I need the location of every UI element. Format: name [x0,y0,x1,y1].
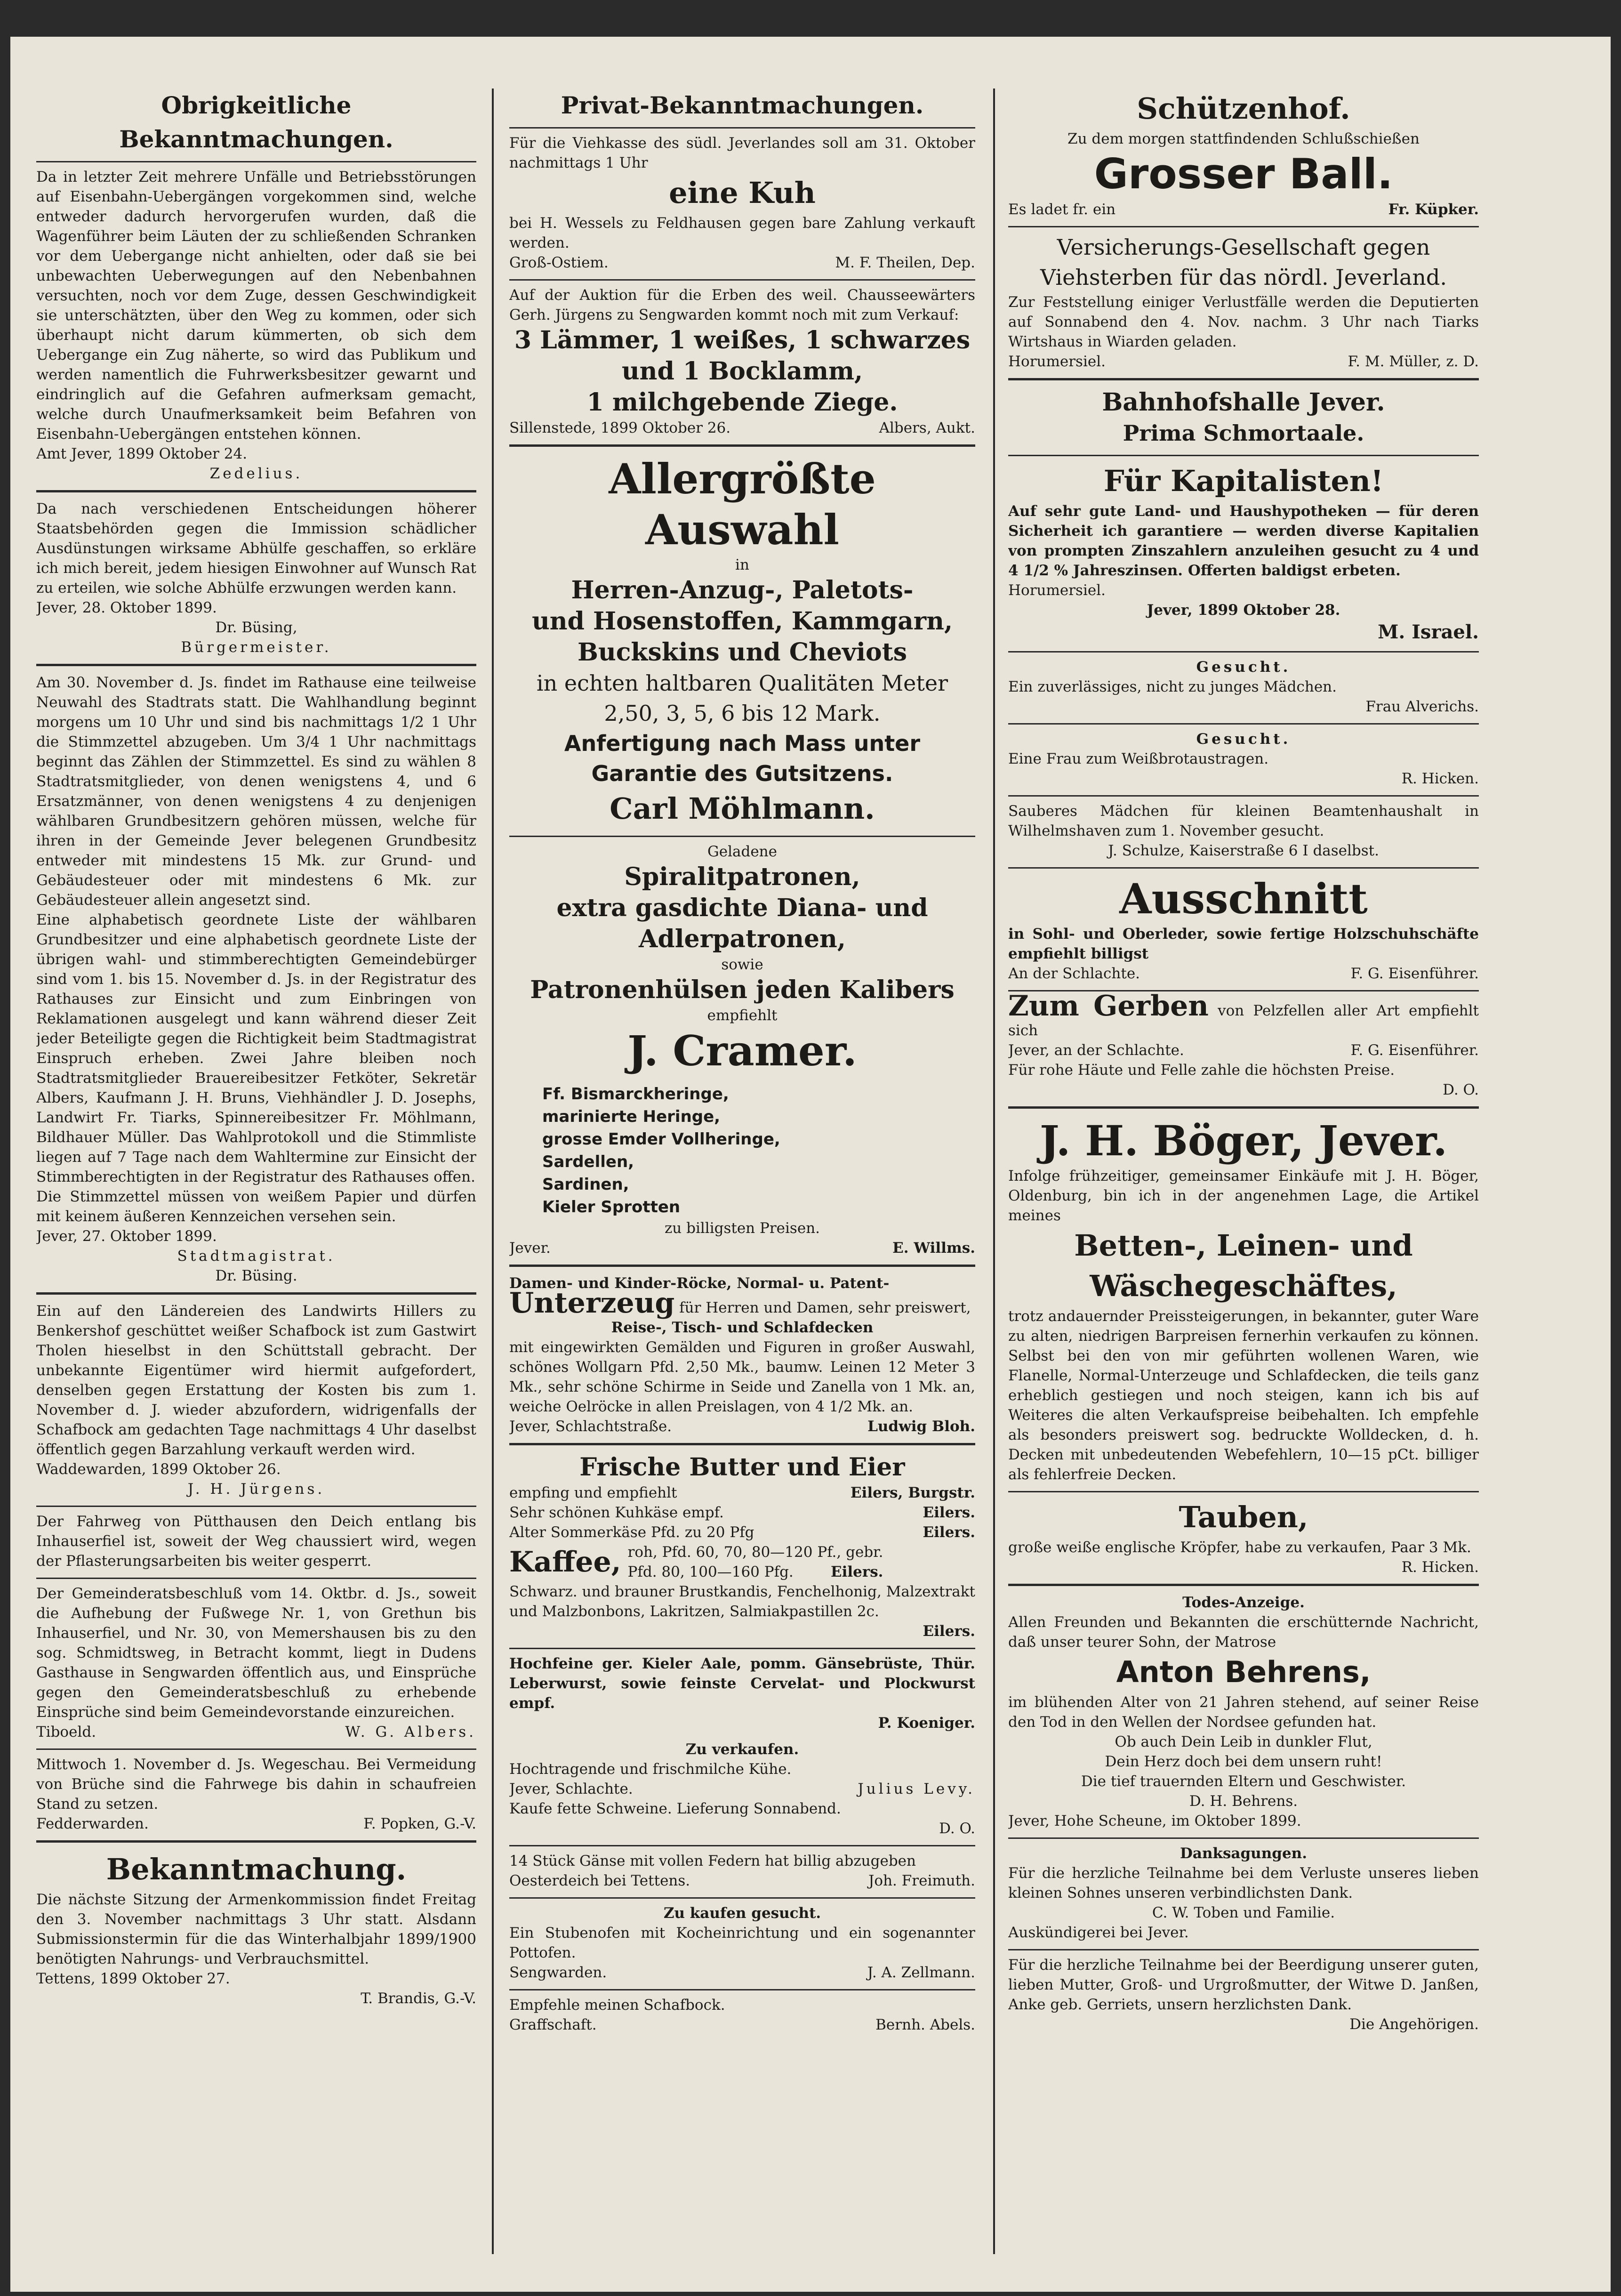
ad-text: Ein zuverlässiges, nicht zu junges Mädchen. [1008,678,1337,695]
ad-koeniger-delicatessen [509,1654,975,1733]
notice-footer [36,1814,476,1834]
ad-signature: Eilers. [923,1623,975,1640]
ad-subline: Reise-, Tisch- und Schlafdecken [611,1319,874,1336]
ad-firm: Carl Möhlmann. [610,791,875,826]
divider [509,1648,975,1649]
notice-signature-title: Bürgermeister. [181,639,332,656]
ad-heading: Bahnhofshalle Jever. [1102,388,1385,417]
ad-text: Für rohe Häute und Felle zahle die höchsten Preise. [1008,1062,1395,1079]
ad-text: Damen- und Kinder-Röcke, Normal- u. Patent- [509,1275,890,1292]
ad-auction-animals [509,285,975,438]
ad-cramer-cartridges [509,842,975,1076]
ad-signature: J. Schulze, Kaiserstraße 6 I daselbst. [1108,842,1379,859]
ad-price: roh, Pfd. 60, 70, 80—120 Pf., gebr. [627,1544,883,1561]
ad-place: Jever. [509,1240,551,1257]
ad-signature: D. O. [1443,1081,1479,1098]
ad-text: große weiße englische Kröpfer, habe zu verkaufen, Paar 3 Mk. [1008,1539,1471,1556]
notice-text: Ein auf den Ländereien des Landwirts Hillers zu Benkershof geschüttet weißer Schafbock ist zum Gastwirt Tholen hieselbst in den Schüttstall gebracht. Der unbekannte Eigentümer wird hiermit aufgefordert, denselben gegen Erstattung der Kosten bis zum 1. November d. J. wieder abzufordern, widrigenfalls der Schafbock am gedachten Tage nachmittags 4 Uhr daselbst öffentlich gegen Barzahlung verkauft werden wird. [36,1303,476,1458]
ad-subline: und Hosenstoffen, Kammgarn, [531,607,953,636]
notice-signature: J. H. Jürgens. [187,1481,325,1498]
notice-text: Der Gemeinderatsbeschluß vom 14. Oktbr. d. Js., soweit die Aufhebung der Fußwege Nr. 1, von Grethun bis Inhauserfiel, und Nr. 30, von Memershausen bis zu den sog. Schmidtsweg, in Betracht kommt, liegt in Dudens Gasthause in Sengwarden öffentlich aus, und Einsprüche gegen den Gemeinderatsbeschluß zu erhebende Einsprüche sind beim Gemeindevorstande einzureichen. [36,1585,476,1721]
ad-place: Groß-Ostiem. [509,254,609,271]
ad-signature: Albers, Aukt. [879,419,975,436]
ad-heading: Zu verkaufen. [685,1741,799,1758]
ad-place: Sengwarden. [509,1964,607,1981]
divider [509,1989,975,1990]
verse-line: Dein Herz doch bei dem unsern ruht! [1105,1753,1382,1770]
ad-signature: Eilers, Burgstr. [850,1484,975,1501]
ad-ram [509,1995,975,2035]
ad-signature: J. A. Zellmann. [867,1964,975,1981]
ad-signature: C. W. Toben und Familie. [1152,1904,1335,1921]
ad-heading: Todes-Anzeige. [1182,1594,1305,1611]
verse-line: Ob auch Dein Leib in dunkler Flut, [1115,1733,1372,1750]
divider [36,1506,476,1507]
notice-text: Der Fahrweg von Pütthausen den Deich entlang bis Inhauserfiel ist, soweit der Weg chaussiert wird, wegen der Pflasterungsarbeiten bis weiter gesperrt. [36,1513,476,1570]
official-notices-heading: Obrigkeitliche Bekanntmachungen. [119,91,393,153]
ad-text: Sehr schönen Kuhkäse empf. [509,1504,724,1521]
ad-text: Eine Frau zum Weißbrotaustragen. [1008,750,1269,767]
notice-place: Tiboeld. [36,1724,96,1740]
ad-headline: Frische Butter und Eier [579,1453,905,1482]
ad-signature: M. F. Theilen, Dep. [835,254,975,271]
notice-text: Am 30. November d. Js. findet im Rathause eine teilweise Neuwahl des Stadtrats statt. Die Wahlhandlung beginnt morgens um 10 Uhr und sind bis nachmittags 1/2 1 Uhr die Stimmzettel abzugeben. Um 3/4 1 Uhr nachmittags beginnt das Zählen der Stimmzettel. Es sind zu wählen 8 Stadtratsmitglieder, von denen wenigstens 4, und 6 Ersatzmänner, von denen wenigstens 4 zu denjenigen wählbaren Grundbesitzern gehören müssen, welche für ihren in der Gemeinde Jever belegenen Grundbesitz entweder mit mindestens 15 Mk. zur Grund- und Gebäudesteuer oder mit mindestens 6 Mk. zur Gebäudesteuer allein angesetzt sind. [36,674,476,909]
notice-heading: Bekanntmachung. [106,1852,407,1886]
ad-place: Graffschaft. [509,2016,597,2033]
divider [1008,226,1479,227]
ad-place: Auskündigerei bei Jever. [1008,1924,1189,1941]
ad-moehlmann-fabrics [509,453,975,829]
ad-signature: R. Hicken. [1401,1559,1479,1576]
ad-text: mit eingewirkten Gemälden und Figuren in großer Auswahl, schönes Wollgarn Pfd. 2,50 Mk., baumw. Leinen 12 Meter 3 Mk., sehr schöne Schirme in Seide und Zanella von 1 Mk. an, weiche Oelröcke in allen Preislagen, von 4 1/2 Mk. an. [509,1339,975,1415]
ad-text: empfing und empfiehlt [509,1484,677,1501]
ad-text: Für die herzliche Teilnahme bei der Beerdigung unserer guten, lieben Mutter, Groß- und Urgroßmutter, der Witwe D. Janßen, Anke geb. Gerriets, unsern herzlichsten Dank. [1008,1957,1479,2013]
ad-headline: Ausschnitt [1119,874,1368,923]
ad-text: bei H. Wessels zu Feldhausen gegen bare Zahlung verkauft werden. [509,215,975,251]
list-item: grosse Emder Vollheringe, [542,1130,780,1149]
ad-signature: P. Koeniger. [878,1715,975,1732]
ad-coffee-row [509,1542,975,1582]
ad-text: Zur Feststellung einiger Verlustfälle werden die Deputierten auf Sonnabend den 4. Nov. nachm. 3 Uhr nach Tiarks Wirtshaus in Wiarden geladen. [1008,294,1479,350]
ad-text: zu billigsten Preisen. [664,1220,820,1237]
ad-text: 14 Stück Gänse mit vollen Federn hat billig abzugeben [509,1853,916,1869]
divider [509,127,975,129]
ad-signature: Eilers. [830,1563,883,1580]
divider [509,444,975,447]
notice-text: Da nach verschiedenen Entscheidungen höherer Staatsbehörden gegen die Immission schädlicher Ausdünstungen wirksame Abhülfe geschaffen, so erkläre ich mich bereit, jedem hiesigen Einwohner auf Wunsch Rat zu erteilen, wie solche Abhülfe erzwungen werden kann. [36,500,476,596]
ad-date: Jever, 1899 Oktober 28. [1147,602,1340,619]
divider [1008,795,1479,797]
private-notices-heading: Privat-Bekanntmachungen. [561,91,924,119]
column-divider [492,89,494,2254]
ad-headline: Kaffee, [509,1546,621,1579]
ad-heading: Versicherungs-Gesellschaft gegen Viehsterben für das nördl. Jeverland. [1040,234,1447,290]
notice-signature: Zedelius. [209,465,303,482]
notice-signature: W. G. Albers. [345,1724,476,1740]
ad-text: Geladene [707,843,777,860]
notice-place: Fedderwarden. [36,1815,149,1832]
ad-stove-wanted [509,1903,975,1982]
divider [36,1840,476,1843]
list-item: marinierte Heringe, [542,1107,721,1126]
ad-headline: Unterzeug [509,1287,675,1320]
divider [36,490,476,492]
ad-text: empfiehlt [707,1007,778,1024]
ad-text: Ein Stubenofen mit Kocheinrichtung und ein sogenannter Pottofen. [509,1925,975,1961]
ad-place: Horumersiel. [1008,353,1106,370]
ad-thanks [1008,1844,1479,1942]
ad-signature: F. G. Eisenführer. [1350,965,1479,982]
ad-text: von Pelzfellen aller Art empfiehlt sich [1008,1002,1479,1039]
ad-place: Oesterdeich bei Tettens. [509,1872,690,1889]
ad-place: Horumersiel. [1008,582,1106,599]
ad-bahnhofshalle [1008,387,1479,448]
notice-city-council-election [36,673,476,1286]
ad-signature: M. Israel. [1378,621,1479,643]
notice-immission [36,499,476,657]
ad-signature: F. M. Müller, z. D. [1348,353,1479,370]
ad-signature: Ludwig Bloh. [867,1418,975,1435]
ad-heading: Schützenhof. [1137,91,1350,126]
notice-stray-sheep [36,1301,476,1499]
ad-place: Jever, Hohe Scheune, im Oktober 1899. [1008,1813,1301,1829]
divider [36,1292,476,1295]
notice-footpaths [36,1584,476,1742]
list-item: Sardellen, [542,1152,634,1171]
notice-footer [36,1722,476,1742]
ad-willms-fish [509,1083,975,1258]
divider [509,1897,975,1899]
divider [1008,1491,1479,1492]
divider [509,1443,975,1445]
notice-text: Die nächste Sitzung der Armenkommission findet Freitag den 3. November nachmittags 3 Uhr statt. Alsdann Submissionstermin für die das Winterhalbjahr 1899/1900 benötigten Nahrungs- und Verbrauchsmittel. [36,1891,476,1967]
divider [1008,723,1479,725]
ad-place: An der Schlachte. [1008,965,1140,982]
list-item: Sardinen, [542,1175,629,1194]
ad-text: für Herren und Damen, sehr preiswert, [679,1299,971,1316]
notice-signature: T. Brandis, G.-V. [361,1990,476,2007]
ad-subline: Herren-Anzug-, Paletots- [571,576,914,604]
ad-headline: 1 milchgebende Ziege. [586,388,898,417]
ad-headline: und 1 Bocklamm, [621,357,863,386]
divider [36,1748,476,1750]
ad-text: Es ladet fr. ein [1008,201,1116,218]
ad-tanning [1008,990,1479,1100]
notice-text: Mittwoch 1. November d. Js. Wegeschau. Bei Vermeidung von Brüche sind die Fahrwege bis dahin in schaufreien Stand zu setzen. [36,1756,476,1813]
ad-text: trotz andauernder Preissteigerungen, in bekannter, guter Ware zu alten, niedrigen Barpreisen fernerhin verkaufen zu können. Selbst bei den von mir geführten wollenen Waren, wie Flanelle, Normal-Unterzeuge und Schlafdecken, die teils ganz erheblich gestiegen und noch steigen, kann ich bis auf Weiteres die alten Verkaufspreise beibehalten. Ich empfehle als besonders preiswert sog. bedruckte Wolldecken, d. h. Decken mit unbedeutenden Webefehlern, 10—15 pCt. billiger als fehlerfreie Decken. [1008,1308,1479,1483]
ad-signature: R. Hicken. [1401,770,1479,787]
ad-leather [1008,873,1479,983]
ad-text: Empfehle meinen Schafbock. [509,1997,725,2014]
ad-heading: Danksagungen. [1180,1845,1307,1862]
ad-price: 2,50, 3, 5, 6 bis 12 Mark. [604,701,881,726]
ad-signature: Joh. Freimuth. [868,1872,975,1889]
ad-bloh-clothing [509,1273,975,1436]
ad-eilers-groceries [509,1452,975,1641]
ad-text: Die tief trauernden Eltern und Geschwister. [1081,1773,1406,1790]
notice-place-date: Waddewarden, 1899 Oktober 26. [36,1461,281,1478]
divider [36,161,476,162]
ad-signature: E. Willms. [892,1240,975,1257]
ad-headline: 3 Lämmer, 1 weißes, 1 schwarzes [514,326,971,354]
ad-signature: Frau Alverichs. [1365,698,1479,715]
ad-geese [509,1851,975,1891]
divider [36,1578,476,1579]
notice-text: Die Stimmzettel müssen von weißem Papier und dürfen mit keinem äußeren Kennzeichen versehen sein. [36,1188,476,1225]
ad-text: Schwarz. und brauner Brustkandis, Fenchelhonig, Malzextrakt und Malzbonbons, Lakritzen, Salmiakpastillen 2c. [509,1583,975,1620]
ad-subline: Betten-, Leinen- und Wäschegeschäftes, [1074,1228,1413,1303]
ad-footer [509,1238,975,1258]
ad-text: im blühenden Alter von 21 Jahren stehend, auf seiner Reise den Tod in den Wellen der Nordsee gefunden hat. [1008,1694,1479,1731]
ad-signature: Julius Levy. [858,1780,975,1797]
divider [509,279,975,281]
list-item: Ff. Bismarckheringe, [542,1085,729,1104]
ad-headline: Grosser Ball. [1094,150,1393,198]
ad-place: Jever, Schlachte. [509,1780,633,1797]
ad-place: Sillenstede, 1899 Oktober 26. [509,419,731,436]
ad-signature: D. O. [939,1820,975,1837]
ad-girl-wanted [1008,657,1479,717]
ad-footer [509,253,975,273]
ad-footer [509,418,975,438]
ad-text: sowie [721,956,763,973]
ad-subline: in echten haltbaren Qualitäten Meter [536,670,948,696]
divider [1008,1106,1479,1109]
ad-place: Jever, Schlachtstraße. [509,1418,672,1435]
notice-place-date: Jever, 27. Oktober 1899. [36,1228,217,1245]
ad-maid-wilhelmshaven [1008,801,1479,861]
list-item: Kieler Sprotten [542,1198,681,1216]
ad-livestock-insurance [1008,232,1479,371]
divider [1008,1584,1479,1586]
ad-signature: Die Angehörigen. [1349,2016,1479,2033]
ad-signature: D. H. Behrens. [1189,1793,1298,1810]
divider [509,836,975,837]
ad-subline: Anfertigung nach Mass unter [564,731,921,756]
notice-road-inspection [36,1755,476,1834]
divider [1008,651,1479,653]
notice-poor-commission [36,1849,476,2008]
divider [1008,1949,1479,1950]
ad-text: Zu dem morgen stattfindenden Schlußschießen [1067,130,1420,147]
ad-text: Sauberes Mädchen für kleinen Beamtenhaushalt in Wilhelmshaven zum 1. November gesucht. [1008,803,1479,839]
ad-text: Kaufe fette Schweine. Lieferung Sonnabend. [509,1800,841,1817]
ad-thanks-funeral [1008,1955,1479,2034]
ad-signature: Fr. Küpker. [1388,201,1479,218]
divider [1008,1837,1479,1839]
ad-bread-carrier [1008,729,1479,789]
ad-subline: Garantie des Gutsitzens. [591,761,893,786]
ad-price: Pfd. 80, 100—160 Pfg. [627,1563,794,1580]
ad-schuetzenhof-ball [1008,89,1479,219]
ad-subline: Spiralitpatronen, [624,862,860,891]
divider [1008,867,1479,869]
ad-signature: Eilers. [923,1504,975,1521]
ad-signature: Eilers. [923,1524,975,1541]
divider [509,1265,975,1267]
ad-place: Jever, an der Schlachte. [1008,1042,1184,1059]
ad-firm: J. Cramer. [627,1026,857,1075]
ad-headline: Anton Behrens, [1116,1655,1371,1689]
ad-text: Für die herzliche Teilnahme bei dem Verluste unseres lieben kleinen Sohnes unseren verbindlichsten Dank. [1008,1865,1479,1901]
column-divider [993,89,995,2254]
ad-subline: Prima Schmortaale. [1123,420,1364,446]
ad-death-notice [1008,1593,1479,1831]
ad-subline: Patronenhülsen jeden Kalibers [530,975,955,1004]
notice-signature: Dr. Büsing, [215,619,297,636]
ad-footer [509,1417,975,1436]
ad-headline: eine Kuh [669,176,816,210]
ad-headline: Allergrößte Auswahl [609,454,876,554]
ad-text: Auf sehr gute Land- und Haushypotheken — für deren Sicherheit ich garantiere — werden diverse Kapitalien von prompten Zinszahlern anzuleihen gesucht zu 4 und 4 1/2 % Jahreszinsen. Offerten baldigst erbeten. [1008,503,1479,579]
notice-place-date: Tettens, 1899 Oktober 27. [36,1970,230,1987]
notice-road-closed [36,1512,476,1571]
notice-signature: Dr. Büsing. [215,1267,297,1284]
column-advertisements [1008,89,1479,2254]
column-private-notices [509,89,975,2254]
ad-heading: Zu kaufen gesucht. [663,1905,821,1922]
ad-signature: Bernh. Abels. [875,2016,975,2033]
newspaper-page [10,37,1611,2292]
notice-signature-title: Stadtmagistrat. [177,1248,336,1265]
ad-text: in Sohl- und Oberleder, sowie fertige Holzschuhschäfte empfiehlt billigst [1008,926,1479,962]
notice-text: Da in letzter Zeit mehrere Unfälle und Betriebsstörungen auf Eisenbahn-Uebergängen vorgekommen sind, welche entweder dadurch hervorgerufen wurden, daß die Wagenführer beim Läuten der zu schließenden Schranken vor dem Uebergange nicht anhielten, oder daß sie bei unbewachten Ueberwegungen auf den Nebenbahnen versuchten, noch vor dem Zuge, dessen Geschwindigkeit sie unterschätzten, über den Weg zu kommen, oder sich überhaupt nicht darum kümmerten, ob sich dem Uebergange ein Zug näherte, so wird das Publikum und werden namentlich die Fuhrwerksbesitzer gewarnt und eindringlich auf die Gefahren aufmerksam gemacht, welche durch Unaufmerksamkeit beim Befahren von Eisenbahn-Uebergängen entstehen können. [36,169,476,443]
ad-cow-sale [509,133,975,273]
notice-signature: F. Popken, G.-V. [363,1815,476,1832]
ad-capitalists [1008,461,1479,644]
ad-text: Hochtragende und frischmilche Kühe. [509,1761,792,1778]
notice-place-date: Amt Jever, 1899 Oktober 24. [36,445,248,462]
ad-text: in [735,556,749,573]
ad-text: Hochfeine ger. Kieler Aale, pomm. Gänsebrüste, Thür. Leberwurst, sowie feinste Cervelat- und Plockwurst empf. [509,1655,975,1712]
ad-heading: Gesucht. [1196,659,1291,676]
ad-text: Alter Sommerkäse Pfd. zu 20 Pfg [509,1524,754,1541]
ad-text: Infolge frühzeitiger, gemeinsamer Einkäufe mit J. H. Böger, Oldenburg, bin ich in der angenehmen Lage, die Artikel meines [1008,1168,1479,1224]
ad-headline: J. H. Böger, Jever. [1040,1116,1447,1165]
ad-pigeons [1008,1497,1479,1577]
ad-subline: Buckskins und Cheviots [578,638,907,667]
ad-boeger-linen [1008,1115,1479,1484]
ad-heading: Für Kapitalisten! [1103,464,1384,498]
ad-text: Allen Freunden und Bekannten die erschütternde Nachricht, daß unser teurer Sohn, der Matrose [1008,1614,1479,1651]
divider [36,664,476,666]
notice-railway-crossings [36,167,476,483]
ad-heading: Gesucht. [1196,731,1291,748]
notice-place-date: Jever, 28. Oktober 1899. [36,599,217,616]
ad-text: Für die Viehkasse des südl. Jeverlandes soll am 31. Oktober nachmittags 1 Uhr [509,135,975,171]
ad-levy-cows [509,1740,975,1838]
divider [509,1845,975,1846]
ad-subline: Adlerpatronen, [639,925,846,953]
ad-signature: F. G. Eisenführer. [1350,1042,1479,1059]
column-official-notices [36,89,476,2254]
ad-subline: extra gasdichte Diana- und [556,894,928,922]
ad-headline: Tauben, [1179,1500,1308,1534]
ad-text: Auf der Auktion für die Erben des weil. Chausseewärters Gerh. Jürgens zu Sengwarden kommt noch mit zum Verkauf: [509,287,975,323]
notice-text: Eine alphabetisch geordnete Liste der wählbaren Grundbesitzer und eine alphabetisch geordnete Liste der übrigen wahl- und stimmberechtigten Gemeindebürger sind vom 1. bis 15. November d. Js. in der Registratur des Rathauses zur Einsicht und zum Einbringen von Reklamationen ausgelegt und kann während dieser Zeit jeder Beteiligte gegen die Richtigkeit beim Stadtmagistrat Einspruch erheben. Zwei Jahre bleiben noch Stadtratsmitglieder Brauereibesitzer Fetköter, Sekretär Albers, Kaufmann J. H. Bruns, Viehhändler J. D. Josephs, Landwirt Fr. Tiarks, Spinnereibesitzer Fr. Möhlmann, Bildhauer Müller. Das Wahlprotokoll und die Stimmliste liegen auf 7 Tage nach dem Wahltermine zur Einsicht der Stimmberechtigten in der Registratur des Rathauses offen. [36,911,476,1185]
divider [1008,378,1479,380]
divider [1008,455,1479,456]
ad-headline: Zum Gerben [1008,990,1209,1023]
